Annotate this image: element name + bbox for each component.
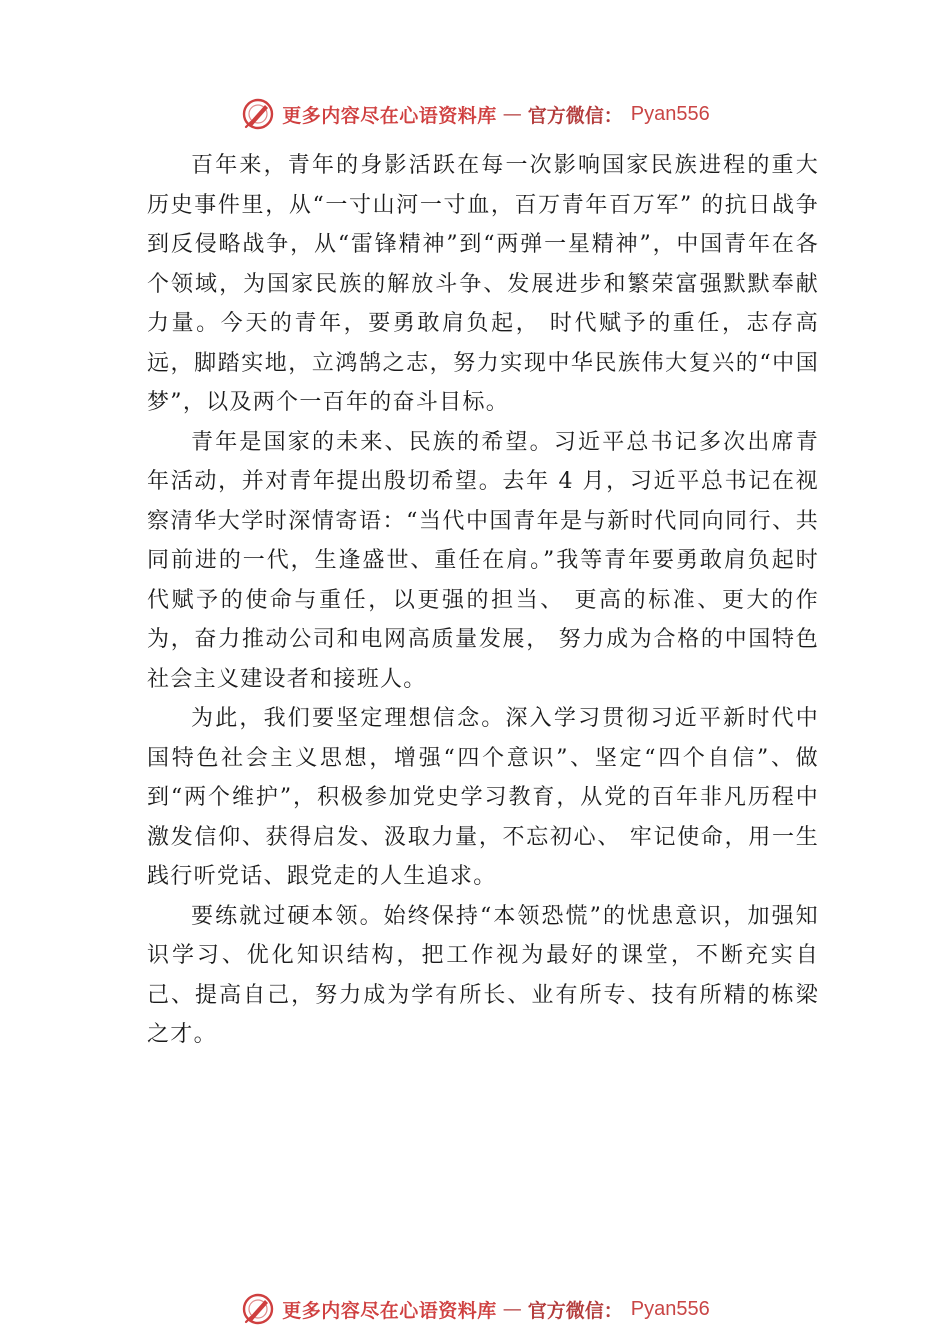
watermark-wechat-id: Pyan556: [630, 1297, 710, 1320]
paragraph-3: 为此，我们要坚定理想信念。深入学习贯彻习近平新时代中国特色社会主义思想，增强“四个意识”、坚定“四个自信”、做到“两个维护”，积极参加党史学习教育，从党的百年非凡历程中激发信仰、获得启发、汲取力量，不忘初心、 牢记使命，用一生践行听党话、跟党走的人生追求。: [147, 706, 819, 889]
paragraph-2: 青年是国家的未来、民族的希望。习近平总书记多次出席青年活动，并对青年提出殷切希望。去年 4 月，习近平总书记在视察清华大学时深情寄语：“当代中国青年是与新时代同向同行、共同前进的一代，生逢盛世、重任在肩。”我等青年要勇敢肩负起时代赋予的使命与重任，以更强的担当、 更高的标准、更大的作为，奋力推动公司和电网高质量发展， 努力成为合格的中国特色社会主义建设者和接班人。: [147, 429, 819, 692]
watermark-text: 更多内容尽在心语资料库: [282, 1299, 497, 1322]
document-body: [147, 146, 819, 1055]
watermark-label: 官方微信：: [527, 1299, 623, 1322]
watermark-text: 更多内容尽在心语资料库: [282, 104, 497, 127]
watermark-label: 官方微信：: [527, 104, 623, 127]
paragraph-4: 要练就过硬本领。始终保持“本领恐慌”的忧患意识，加强知识学习、优化知识结构，把工作视为最好的课堂，不断充实自己、提高自己，努力成为学有所长、业有所专、技有所精的栋梁之才。: [147, 903, 819, 1047]
footer-watermark: [0, 1287, 950, 1331]
watermark-separator: —: [502, 1298, 522, 1320]
watermark-wechat-id: Pyan556: [630, 102, 710, 125]
header-watermark: [0, 92, 950, 136]
quill-logo-icon: [240, 96, 276, 132]
watermark-separator: —: [502, 103, 522, 125]
paragraph-1: 百年来，青年的身影活跃在每一次影响国家民族进程的重大历史事件里，从“一寸山河一寸血，百万青年百万军” 的抗日战争到反侵略战争，从“雷锋精神”到“两弹一星精神”，中国青年在各个领域，为国家民族的解放斗争、发展进步和繁荣富强默默奉献力量。今天的青年，要勇敢肩负起， 时代赋予的重任，志存高远，脚踏实地，立鸿鹄之志，努力实现中华民族伟大复兴的“中国梦”，以及两个一百年的奋斗目标。: [147, 153, 819, 415]
quill-logo-icon: [240, 1291, 276, 1327]
